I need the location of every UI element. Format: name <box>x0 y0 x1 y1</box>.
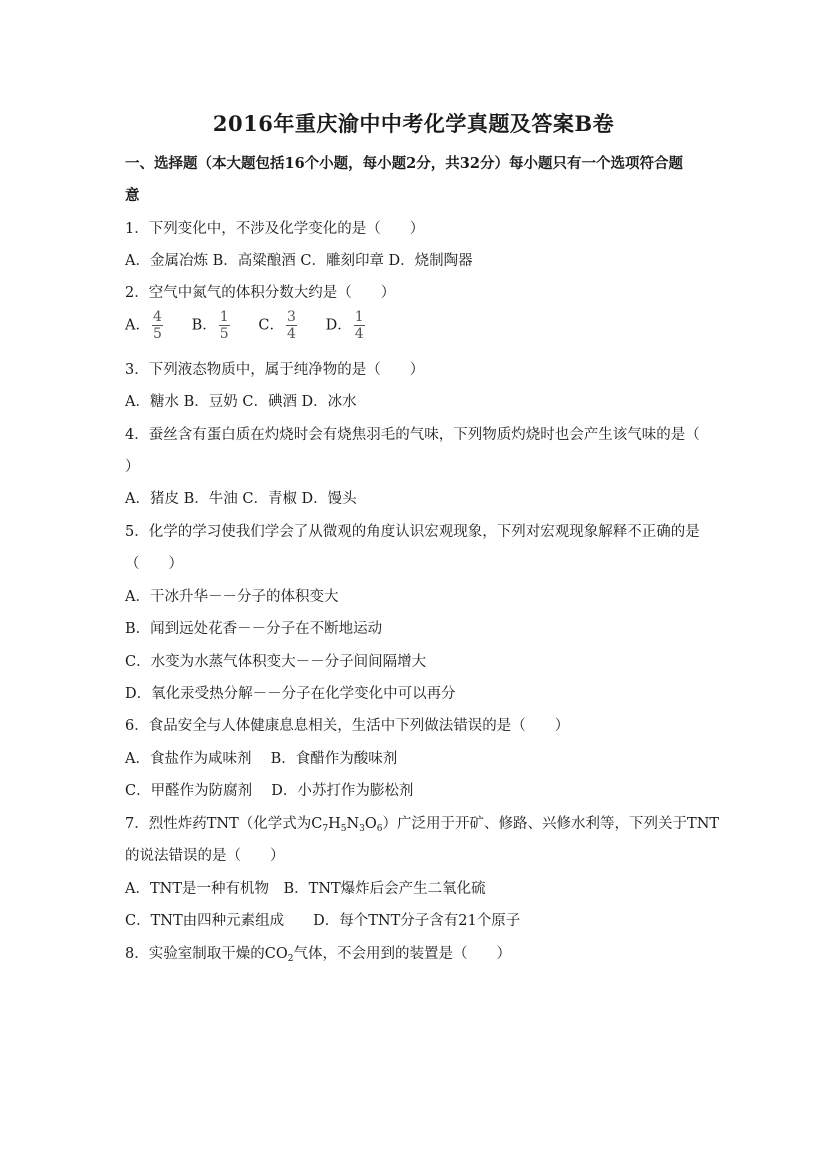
stem-text: 气体，不会用到的装置是（ ） <box>293 946 511 962</box>
fraction <box>152 310 163 341</box>
option-b <box>192 310 232 341</box>
question-5-stem: 5．化学的学习使我们学会了从微观的角度认识宏观现象，下列对宏观现象解释不正确的是 <box>125 524 700 540</box>
question-5-option-b: B．闻到远处花香－－分子在不断地运动 <box>125 621 383 637</box>
fraction <box>219 310 230 341</box>
option-d <box>326 310 367 341</box>
question-8-stem <box>125 942 511 964</box>
subscript: 2 <box>287 954 294 964</box>
stem-text: 7．烈性炸药TNT（化学式为C <box>125 816 323 832</box>
question-4-options: A．猪皮 B．牛油 C．青椒 D．馒头 <box>125 491 357 507</box>
element-symbol: H <box>328 816 341 832</box>
numerator: 1 <box>219 309 229 325</box>
option-label: C． <box>258 317 284 334</box>
question-5-option-d: D．氧化汞受热分解－－分子在化学变化中可以再分 <box>125 686 456 702</box>
option-label: B． <box>191 317 217 334</box>
option-c <box>258 310 299 341</box>
fraction <box>286 310 297 341</box>
numerator: 3 <box>287 309 296 325</box>
section-heading-continued: 意 <box>125 187 140 204</box>
page-title: 2016年重庆渝中中考化学真题及答案B卷 <box>212 111 615 136</box>
question-2-stem: 2．空气中氮气的体积分数大约是（ ） <box>125 285 396 301</box>
question-4-stem-continued: ） <box>125 459 140 475</box>
question-7-options-cd: C．TNT由四种元素组成 D．每个TNT分子含有21个原子 <box>125 913 521 929</box>
question-7-stem <box>125 812 719 834</box>
question-6-stem: 6．食品安全与人体健康息息相关，生活中下列做法错误的是（ ） <box>125 718 570 734</box>
option-a <box>125 310 165 341</box>
numerator: 4 <box>153 309 162 325</box>
question-7-stem-continued: 的说法错误的是（ ） <box>125 848 285 864</box>
question-1-options: A．金属冶炼 B．高粱酿酒 C．雕刻印章 D．烧制陶器 <box>125 253 473 269</box>
element-symbol: N <box>346 816 360 832</box>
question-3-stem: 3．下列液态物质中，属于纯净物的是（ ） <box>125 362 425 378</box>
option-label: A． <box>125 317 150 334</box>
denominator: 4 <box>354 326 364 342</box>
subscript: 3 <box>359 824 365 834</box>
numerator: 1 <box>354 309 364 325</box>
denominator: 5 <box>219 326 229 342</box>
denominator: 4 <box>287 326 296 342</box>
question-3-options: A．糖水 B．豆奶 C．碘酒 D．冰水 <box>125 394 357 410</box>
denominator: 5 <box>153 326 162 342</box>
question-5-option-a: A．干冰升华－－分子的体积变大 <box>125 589 339 605</box>
stem-text: 8．实验室制取干燥的CO <box>125 946 288 962</box>
question-6-options-ab: A．食盐作为咸味剂 B．食醋作为酸味剂 <box>125 751 398 767</box>
question-5-option-c: C．水变为水蒸气体积变大－－分子间间隔增大 <box>125 654 427 670</box>
question-4-stem: 4．蚕丝含有蛋白质在灼烧时会有烧焦羽毛的气味，下列物质灼烧时也会产生该气味的是（ <box>125 427 700 443</box>
question-2-options <box>125 310 367 341</box>
subscript: 5 <box>340 824 347 834</box>
subscript: 6 <box>376 824 383 834</box>
question-7-options-ab: A．TNT是一种有机物 B．TNT爆炸后会产生二氧化硫 <box>125 881 486 897</box>
question-1-stem: 1．下列变化中，不涉及化学变化的是（ ） <box>125 221 425 237</box>
stem-text: ）广泛用于开矿、修路、兴修水利等，下列关于TNT <box>382 816 720 832</box>
subscript: 7 <box>322 824 329 834</box>
section-heading: 一、选择题（本大题包括16个小题，每小题2分，共32分）每小题只有一个选项符合题 <box>125 155 683 172</box>
element-symbol: O <box>364 816 377 832</box>
option-label: D． <box>325 317 352 334</box>
fraction <box>354 310 365 341</box>
question-5-stem-continued: （ ） <box>125 556 183 572</box>
question-6-options-cd: C．甲醛作为防腐剂 D．小苏打作为膨松剂 <box>125 783 414 799</box>
